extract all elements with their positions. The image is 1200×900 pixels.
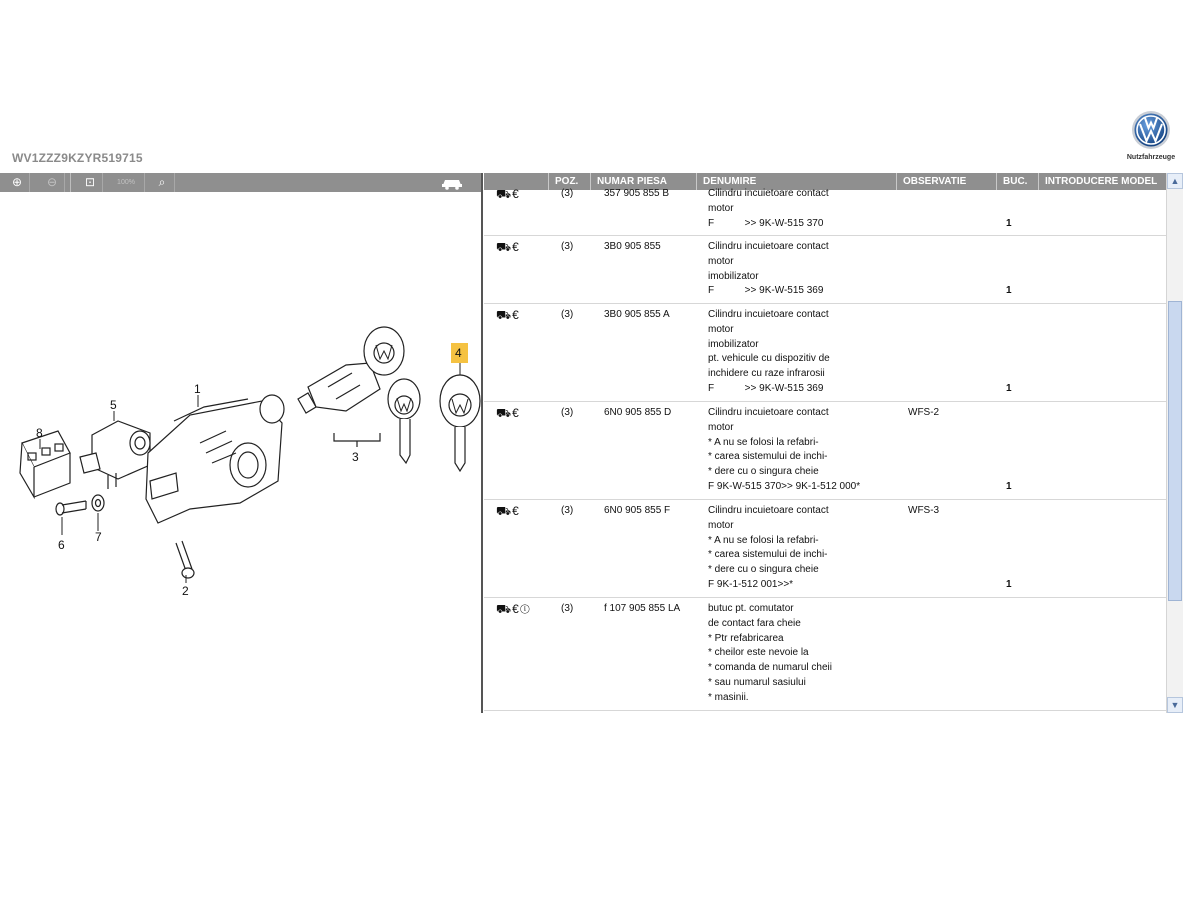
vin-label: WV1ZZZ9KZYR519715 (12, 151, 143, 165)
denumire-line: F >> 9K-W-515 370 (708, 217, 824, 229)
volkswagen-logo-icon (1131, 110, 1171, 150)
cell-part-number[interactable]: 3B0 905 855 A (604, 309, 670, 320)
denumire-line: motor (708, 255, 734, 267)
header-introducere-model[interactable]: INTRODUCERE MODEL (1038, 173, 1166, 190)
denumire-line: * A nu se folosi la refabri- (708, 534, 819, 546)
diagram-pane (0, 173, 483, 713)
scroll-down-icon[interactable]: ▼ (1167, 697, 1183, 713)
part-4-key[interactable] (440, 375, 480, 471)
part-2-bolt[interactable] (176, 541, 194, 578)
denumire-line: Cilindru incuietoare contact (708, 407, 829, 418)
cell-denumire (708, 240, 829, 299)
denumire-line: * A nu se folosi la refabri- (708, 436, 819, 448)
scroll-up-icon[interactable]: ▲ (1167, 173, 1183, 189)
table-row[interactable] (484, 402, 1166, 500)
cell-denumire (708, 308, 830, 397)
denumire-line: * dere cu o singura cheie (708, 466, 819, 478)
row-action-icons[interactable]: ⛟€ (496, 504, 520, 518)
denumire-line: Cilindru incuietoare contact (708, 309, 829, 320)
denumire-line: motor (708, 519, 734, 531)
part-6-screw[interactable] (56, 501, 86, 515)
search-icon[interactable]: ⌕ (150, 173, 175, 192)
callout-2: 2 (182, 584, 189, 598)
parts-rows (484, 187, 1166, 711)
denumire-line: imobilizator (708, 270, 759, 282)
table-row[interactable] (484, 189, 1166, 236)
denumire-line: imobilizator (708, 338, 759, 350)
denumire-line: F >> 9K-W-515 369 (708, 382, 824, 394)
header-denumire[interactable]: DENUMIRE (696, 173, 896, 190)
cell-buc: 1 (1006, 579, 1012, 590)
cell-part-number[interactable]: f 107 905 855 LA (604, 603, 681, 614)
cell-buc: 1 (1006, 481, 1012, 492)
cell-poz: (3) (561, 188, 574, 199)
row-action-icons[interactable]: ⛟€ (496, 308, 520, 322)
cell-buc: 1 (1006, 217, 1012, 229)
table-scrollbar[interactable] (1166, 173, 1183, 713)
table-row[interactable] (484, 598, 1166, 711)
denumire-line: * cheilor este nevoie la (708, 647, 809, 659)
cell-poz: (3) (561, 603, 574, 614)
zoom-100-button[interactable] (108, 173, 145, 192)
denumire-line: Cilindru incuietoare contact (708, 188, 829, 199)
denumire-line: pt. vehicule cu dispozitiv de (708, 353, 830, 365)
row-action-icons[interactable]: ⛟€ (496, 187, 520, 201)
header-numar-piesa[interactable]: NUMAR PIESA (590, 173, 696, 190)
cell-poz: (3) (561, 241, 574, 252)
cell-denumire (708, 406, 860, 495)
denumire-line: * sau numarul sasiului (708, 676, 806, 688)
part-5-switch[interactable] (80, 421, 150, 489)
brand-text: Nutzfahrzeuge (1126, 154, 1176, 161)
denumire-line: motor (708, 202, 734, 214)
callout-3: 3 (352, 450, 359, 464)
denumire-line: Cilindru incuietoare contact (708, 505, 829, 516)
cell-denumire (708, 504, 829, 593)
cell-part-number[interactable]: 6N0 905 855 D (604, 407, 672, 418)
denumire-line: * carea sistemului de inchi- (708, 451, 828, 463)
cell-poz: (3) (561, 505, 574, 516)
denumire-line: * Ptr refabricarea (708, 632, 784, 644)
zoom-out-icon[interactable]: ⊖ (40, 173, 65, 192)
callout-6: 6 (58, 538, 65, 552)
denumire-line: * carea sistemului de inchi- (708, 549, 828, 561)
brand (1120, 110, 1182, 161)
denumire-line: inchidere cu raze infrarosii (708, 368, 825, 380)
cell-poz: (3) (561, 309, 574, 320)
zoom-in-icon[interactable]: ⊕ (5, 173, 30, 192)
part-1-lock-housing[interactable] (146, 395, 284, 523)
row-action-icons[interactable]: ⛟€ (496, 406, 520, 420)
cell-part-number[interactable]: 6N0 905 855 F (604, 505, 671, 516)
scroll-thumb[interactable] (1168, 301, 1182, 601)
callout-8: 8 (36, 426, 43, 440)
denumire-line: F 9K-W-515 370>> 9K-1-512 000* (708, 480, 861, 492)
denumire-line: F >> 9K-W-515 369 (708, 285, 824, 297)
row-action-icons[interactable]: ⛟€ (496, 240, 520, 254)
vehicle-icon[interactable] (441, 175, 463, 190)
parts-diagram (0, 303, 481, 603)
cell-poz: (3) (561, 407, 574, 418)
table-row[interactable] (484, 500, 1166, 598)
cell-buc: 1 (1006, 285, 1012, 297)
zoom-fit-icon[interactable]: ⊡ (78, 173, 103, 192)
diagram-toolbar (0, 173, 481, 192)
parts-table-pane (484, 173, 1184, 713)
denumire-line: Cilindru incuietoare contact (708, 241, 829, 252)
denumire-line: de contact fara cheie (708, 617, 801, 629)
denumire-line: motor (708, 323, 734, 335)
cell-denumire (708, 187, 829, 231)
callout-5: 5 (110, 398, 117, 412)
header-buc[interactable]: BUC. (996, 173, 1038, 190)
cell-part-number[interactable]: 357 905 855 B (604, 188, 670, 199)
cell-buc: 1 (1006, 383, 1012, 394)
callout-4: 4 (455, 346, 462, 360)
part-3-lock-cylinder[interactable] (298, 327, 420, 463)
denumire-line: * dere cu o singura cheie (708, 564, 819, 576)
zoom-100-icon: 100% (117, 179, 135, 186)
cell-observatie: WFS-2 (908, 407, 940, 418)
cell-observatie: WFS-3 (908, 505, 940, 516)
denumire-line: F 9K-1-512 001>>* (708, 578, 794, 590)
table-row[interactable] (484, 304, 1166, 402)
row-action-icons[interactable]: ⛟€ⓘ (496, 602, 532, 616)
callout-1: 1 (194, 382, 201, 396)
denumire-line: * masinii. (708, 691, 749, 703)
callout-7: 7 (95, 530, 102, 544)
part-8-connector[interactable] (20, 431, 70, 497)
part-7-washer[interactable] (92, 495, 104, 511)
table-row[interactable] (484, 236, 1166, 304)
header-observatie[interactable]: OBSERVATIE (896, 173, 996, 190)
cell-denumire (708, 602, 832, 706)
denumire-line: motor (708, 421, 734, 433)
denumire-line: butuc pt. comutator (708, 603, 794, 614)
denumire-line: * comanda de numarul cheii (708, 662, 832, 674)
cell-part-number[interactable]: 3B0 905 855 (604, 241, 661, 252)
header-poz[interactable]: POZ. (548, 173, 590, 190)
